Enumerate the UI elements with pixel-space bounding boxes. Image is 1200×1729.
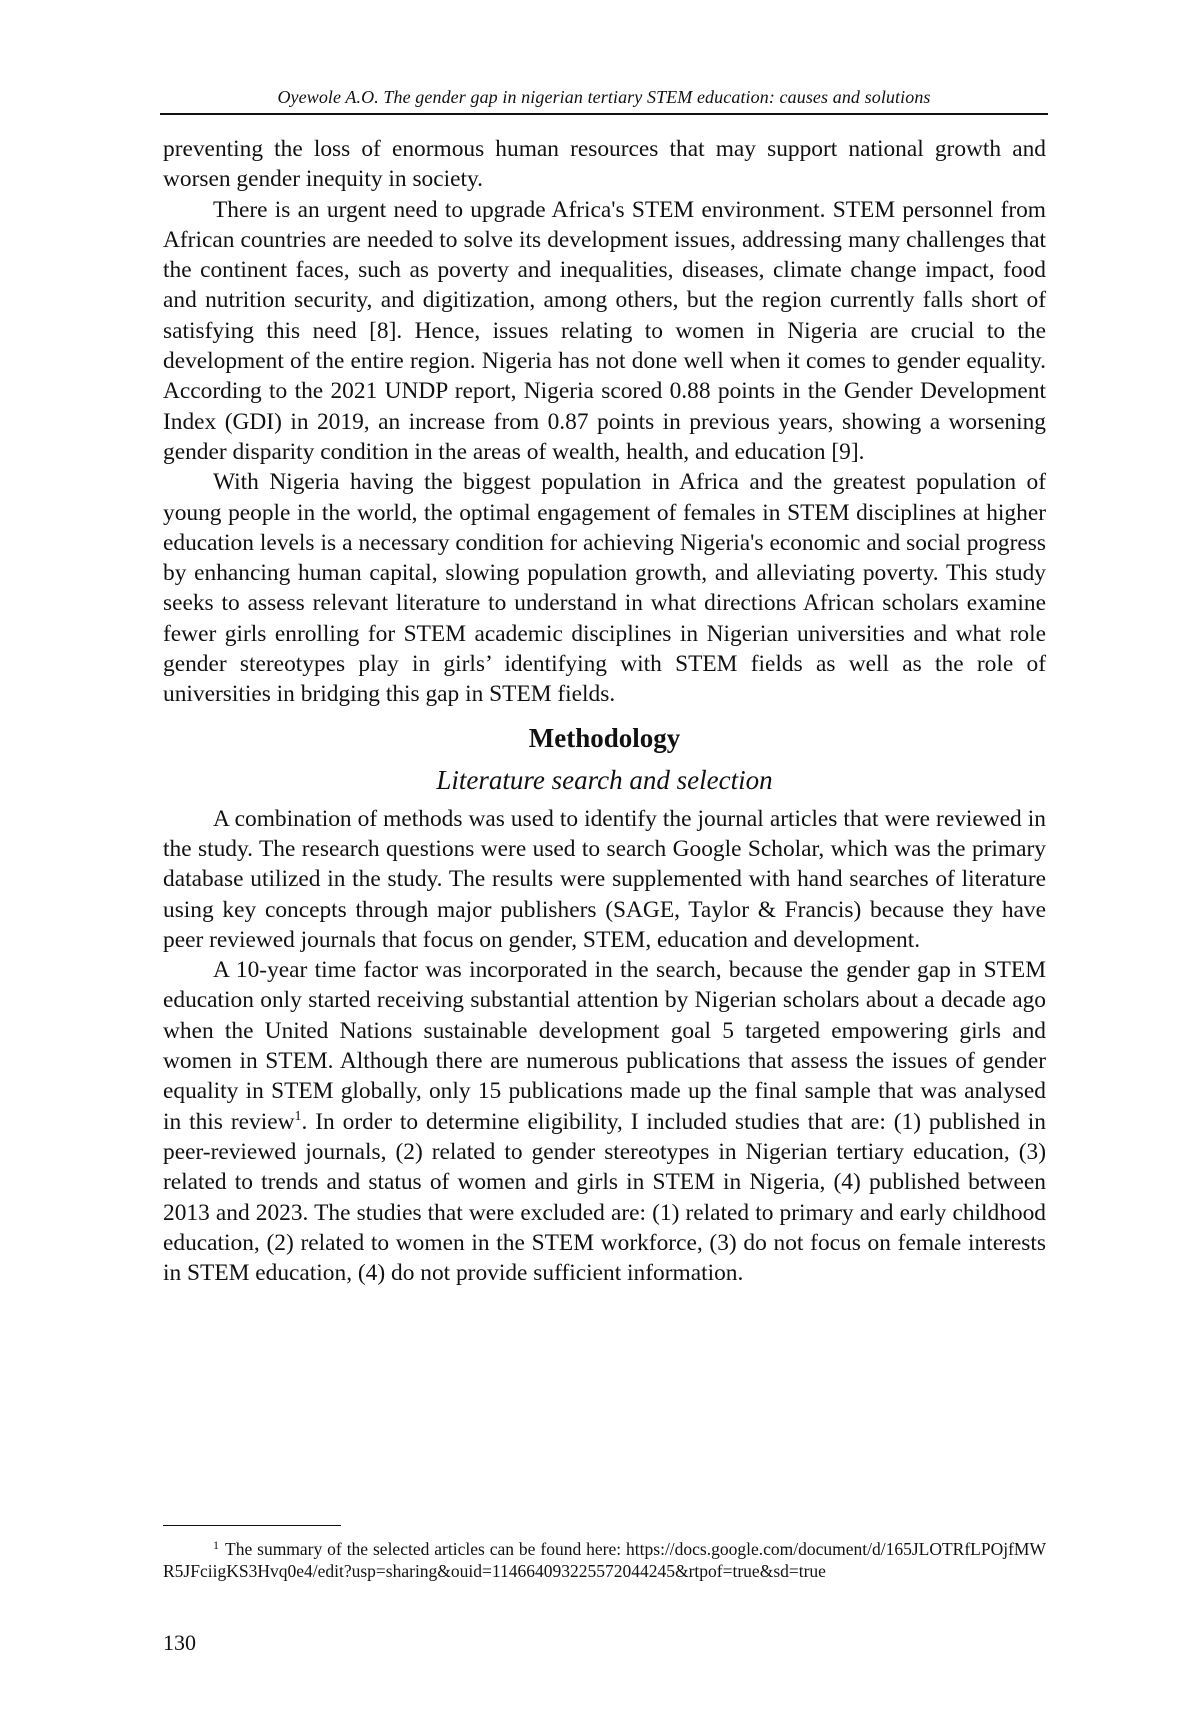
- paragraph-selection-criteria: [163, 955, 1046, 1288]
- footnote-text: The summary of the selected articles can be found here:: [225, 1539, 622, 1559]
- paragraph-stem-environment: There is an urgent need to upgrade Africa's STEM environment. STEM personnel from African countries are needed to solve its development issues, addressing many challenges that the continent faces, such as poverty and inequalities, diseases, climate change impact, food and nutrition security, and digitization, among others, but the region currently falls short of satisfying this need [8]. Hence, issues relating to women in Nigeria are crucial to the development of the entire region. Nigeria has not done well when it comes to gender equality. According to the 2021 UNDP report, Nigeria scored 0.88 points in the Gender Development Index (GDI) in 2019, an increase from 0.87 points in previous years, showing a worsening gender disparity condition in the areas of wealth, health, and education [9].: [163, 196, 1046, 465]
- footnote-link[interactable]: https://docs.google.com/document/d/165JLOTRfLPOjfMWR5JFciigKS3Hvq0e4/edit?usp=sharing&ouid=114664093225572044245&rtpof=true&sd=true: [163, 1539, 1047, 1581]
- footnote-rule: [163, 1525, 341, 1526]
- subsection-heading: Literature search and selection: [436, 764, 773, 795]
- page-number: 130: [163, 1630, 196, 1655]
- section-heading: Methodology: [528, 722, 681, 753]
- paragraph-selection-text-b: . In order to determine eligibility, I included studies that are: (1) published in peer-reviewed journals, (2) related to gender stereotypes in Nigerian tertiary education, (3) related to trends and status of women and girls in STEM in Nigeria, (4) published between 2013 and 2023. The studies that were excluded are: (1) related to primary and early childhood education, (2) related to women in the STEM workforce, (3) do not focus on female interests in STEM education, (4) do not provide sufficient information.: [163, 1108, 1047, 1287]
- footnote-marker: 1: [213, 1538, 219, 1552]
- footnote-reference[interactable]: 1: [294, 1108, 302, 1124]
- paragraph-continuation: preventing the loss of enormous human resources that may support national growth and worsen gender inequity in society.: [163, 136, 1046, 193]
- paragraph-search-methods: A combination of methods was used to identify the journal articles that were reviewed in the study. The research questions were used to search Google Scholar, which was the primary database utilized in the study. The results were supplemented with hand searches of literature using key concepts through major publishers (SAGE, Taylor & Francis) because they have peer reviewed journals that focus on gender, STEM, education and development.: [163, 805, 1046, 953]
- footnote: [163, 1538, 1046, 1582]
- paragraph-nigeria-population: With Nigeria having the biggest population in Africa and the greatest population of young people in the world, the optimal engagement of females in STEM disciplines at higher education levels is a necessary condition for achieving Nigeria's economic and social progress by enhancing human capital, slowing population growth, and alleviating poverty. This study seeks to assess relevant literature to understand in what directions African scholars examine fewer girls enrolling for STEM academic disciplines in Nigerian universities and what role gender stereotypes play in girls’ identifying with STEM fields as well as the role of universities in bridging this gap in STEM fields.: [163, 469, 1046, 708]
- running-header: Oyewole A.O. The gender gap in nigerian tertiary STEM education: causes and solutions: [277, 87, 931, 107]
- footnote-body: [163, 1538, 1046, 1582]
- header-rule: [160, 113, 1048, 115]
- paragraph-selection-text-a: A 10-year time factor was incorporated in the search, because the gender gap in STEM education only started receiving substantial attention by Nigerian scholars about a decade ago when the United Nations sustainable development goal 5 targeted empowering girls and women in STEM. Although there are numerous publications that assess the issues of gender equality in STEM globally, only 15 publications made up the final sample that was analysed in this review: [163, 957, 1046, 1135]
- main-text: [163, 134, 1046, 1288]
